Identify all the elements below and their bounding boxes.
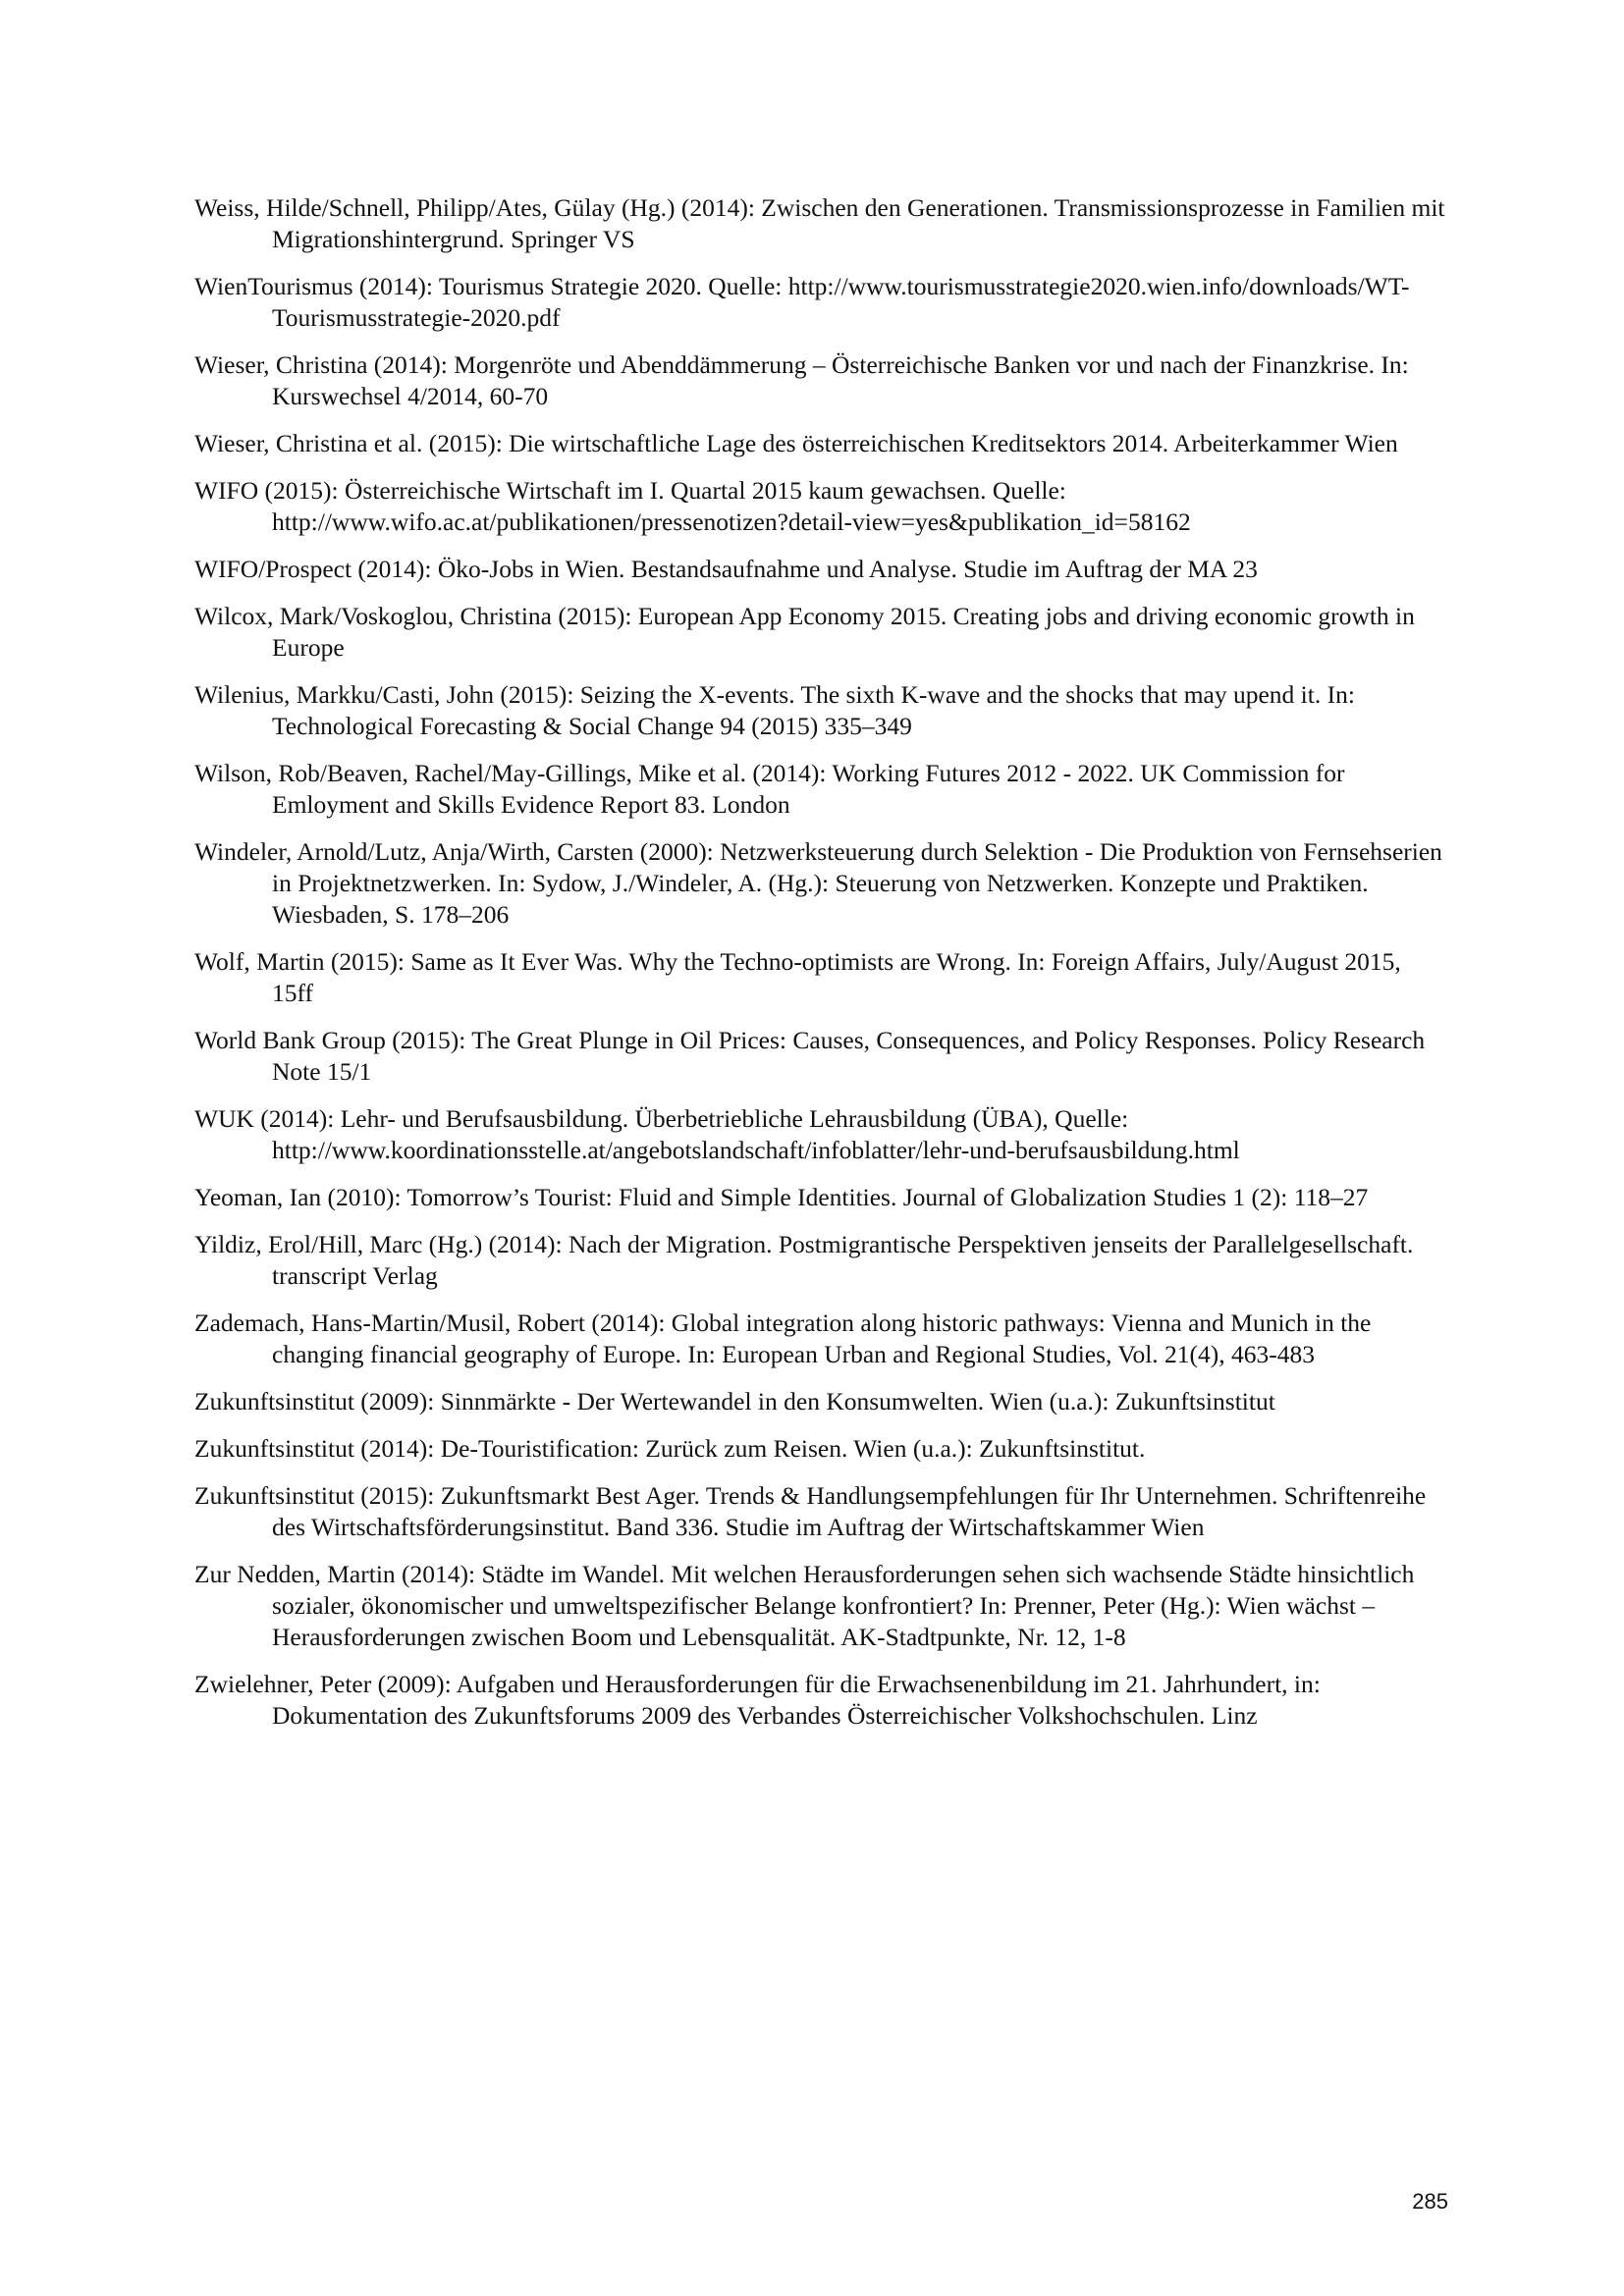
reference-list bbox=[194, 192, 1446, 1747]
reference-entry: Wilcox, Mark/Voskoglou, Christina (2015): European App Economy 2015. Creating jobs and driving economic growth in Europe bbox=[194, 602, 1415, 662]
reference-entry: Wilson, Rob/Beaven, Rachel/May-Gillings, Mike et al. (2014): Working Futures 2012 - 2022. UK Commission for Emloyment and Skills Evidence Report 83. London bbox=[194, 759, 1345, 819]
reference-entry: Zur Nedden, Martin (2014): Städte im Wandel. Mit welchen Herausforderungen sehen sich wachsende Städte hinsichtlich sozialer, ökonomischer und umweltspezifischer Belange konfrontiert? In: Prenner, Peter (Hg.): Wien wächst – Herausforderungen zwischen Boom und Lebensqualität. AK-Stadtpunkte, Nr. 12, 1-8 bbox=[194, 1560, 1415, 1651]
reference-entry: WIFO (2015): Österreichische Wirtschaft im I. Quartal 2015 kaum gewachsen. Quelle: http://www.wifo.ac.at/publikationen/pressenotizen?detail-view=yes&publikation_id=58162 bbox=[194, 476, 1191, 536]
reference-entry: Weiss, Hilde/Schnell, Philipp/Ates, Gülay (Hg.) (2014): Zwischen den Generationen. Transmissionsprozesse in Familien mit Migrationshintergrund. Springer VS bbox=[194, 193, 1445, 253]
reference-entry: World Bank Group (2015): The Great Plunge in Oil Prices: Causes, Consequences, and Policy Responses. Policy Research Note 15/1 bbox=[194, 1026, 1426, 1086]
reference-entry: Zukunftsinstitut (2009): Sinnmärkte - Der Wertewandel in den Konsumwelten. Wien (u.a.): Zukunftsinstitut bbox=[194, 1387, 1275, 1415]
reference-entry: Zwielehner, Peter (2009): Aufgaben und Herausforderungen für die Erwachsenenbildung im 21. Jahrhundert, in: Dokumentation des Zukunftsforums 2009 des Verbandes Österreichischer Volkshochschulen. Linz bbox=[194, 1670, 1321, 1730]
reference-entry: Wieser, Christina et al. (2015): Die wirtschaftliche Lage des österreichischen Kreditsektors 2014. Arbeiterkammer Wien bbox=[194, 429, 1398, 457]
reference-entry: WUK (2014): Lehr- und Berufsausbildung. Überbetriebliche Lehrausbildung (ÜBA), Quelle: http://www.koordinationsstelle.at/angebotslandschaft/infoblatter/lehr-und-berufsausbildung.html bbox=[194, 1104, 1240, 1164]
reference-entry: Yildiz, Erol/Hill, Marc (Hg.) (2014): Nach der Migration. Postmigrantische Perspektiven jenseits der Parallelgesellschaft. transcript Verlag bbox=[194, 1230, 1414, 1290]
reference-entry: WIFO/Prospect (2014): Öko-Jobs in Wien. Bestandsaufnahme und Analyse. Studie im Auftrag der MA 23 bbox=[194, 555, 1258, 583]
page-number: 285 bbox=[1412, 2189, 1448, 2214]
reference-entry: Wieser, Christina (2014): Morgenröte und Abenddämmerung – Österreichische Banken vor und nach der Finanzkrise. In: Kurswechsel 4/2014, 60-70 bbox=[194, 350, 1409, 410]
reference-entry: Zukunftsinstitut (2014): De-Touristification: Zurück zum Reisen. Wien (u.a.): Zukunftsinstitut. bbox=[194, 1434, 1146, 1463]
reference-entry: Windeler, Arnold/Lutz, Anja/Wirth, Carsten (2000): Netzwerksteuerung durch Selektion - Die Produktion von Fernsehserien in Projektnetzwerken. In: Sydow, J./Windeler, A. (Hg.): Steuerung von Netzwerken. Konzepte und Praktiken. Wiesbaden, S. 178–206 bbox=[194, 837, 1442, 929]
reference-entry: Wolf, Martin (2015): Same as It Ever Was. Why the Techno-optimists are Wrong. In: Foreign Affairs, July/August 2015, 15ff bbox=[194, 947, 1401, 1007]
reference-entry: Wilenius, Markku/Casti, John (2015): Seizing the X-events. The sixth K-wave and the shocks that may upend it. In: Technological Forecasting & Social Change 94 (2015) 335–349 bbox=[194, 680, 1355, 740]
reference-entry: WienTourismus (2014): Tourismus Strategie 2020. Quelle: http://www.tourismusstrategie2020.wien.info/downloads/WT-Tourismusstrategie-2020.pdf bbox=[194, 272, 1410, 332]
reference-entry: Yeoman, Ian (2010): Tomorrow’s Tourist: Fluid and Simple Identities. Journal of Globalization Studies 1 (2): 118–27 bbox=[194, 1183, 1369, 1211]
reference-entry: Zukunftsinstitut (2015): Zukunftsmarkt Best Ager. Trends & Handlungsempfehlungen für Ihr Unternehmen. Schriftenreihe des Wirtschaftsförderungsinstitut. Band 336. Studie im Auftrag der Wirtschaftskammer Wien bbox=[194, 1481, 1427, 1541]
reference-entry: Zademach, Hans-Martin/Musil, Robert (2014): Global integration along historic pathways: Vienna and Munich in the changing financial geography of Europe. In: European Urban and Regional Studies, Vol. 21(4), 463-483 bbox=[194, 1308, 1372, 1368]
